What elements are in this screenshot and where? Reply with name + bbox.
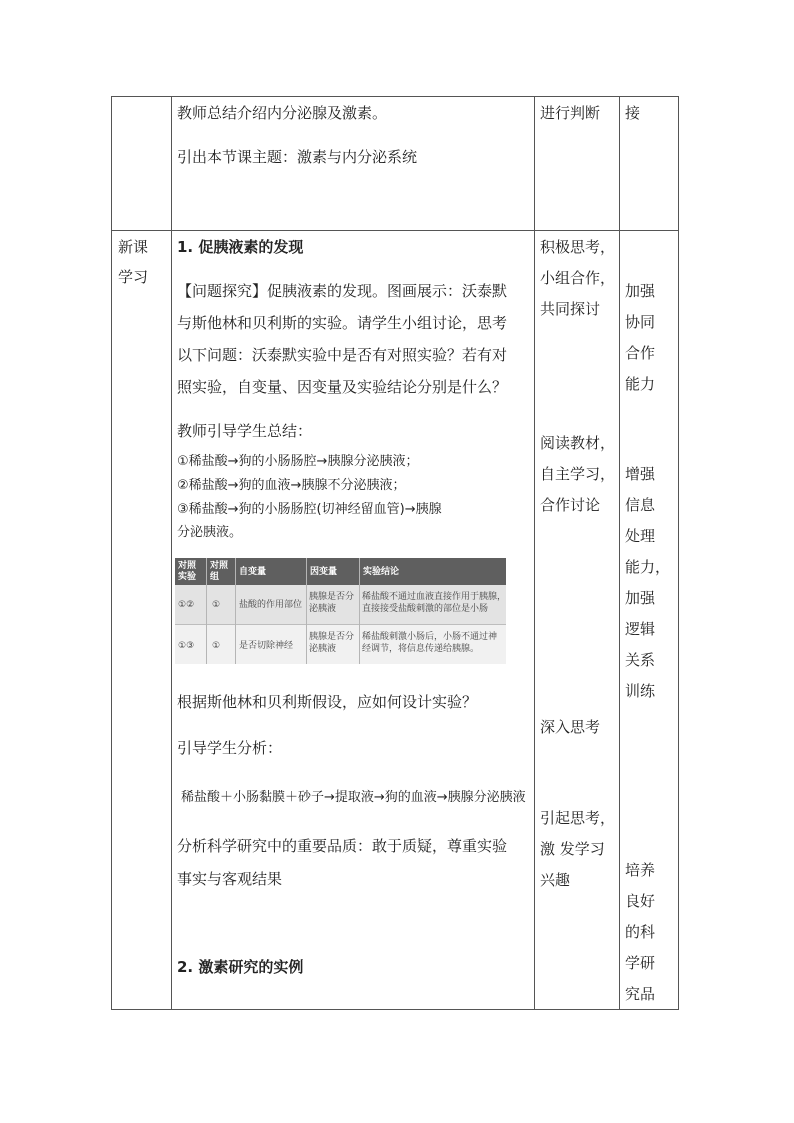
experiment-line: ②稀盐酸→狗的血液→胰腺不分泌胰液； xyxy=(177,478,406,493)
header-cell: 因变量 xyxy=(310,567,338,577)
column-divider xyxy=(619,97,620,1009)
quality-line: 分析科学研究中的重要品质：敢于质疑，尊重实验 xyxy=(177,837,508,855)
problem-paragraph-line: 以下问题：沃泰默实验中是否有对照实验？若有对 xyxy=(177,346,508,364)
table-cell: 经调节，将信息传递给胰腺。 xyxy=(362,644,480,654)
design-intent-line: 处理 xyxy=(625,527,656,545)
student-activity-line: 激 发学习 xyxy=(540,840,605,858)
table-cell: 稀盐酸刺激小肠后，小肠不通过神 xyxy=(362,632,498,642)
design-intent-line: 合作 xyxy=(625,344,656,362)
problem-paragraph-line: 照实验，自变量、因变量及实验结论分别是什么？ xyxy=(177,378,508,396)
table-cell: 是否切除神经 xyxy=(239,641,294,651)
column-divider xyxy=(171,97,172,1009)
table-cell: 胰腺是否分 xyxy=(309,632,355,642)
design-intent-line: 的科 xyxy=(625,923,656,941)
design-intent-line: 增强 xyxy=(625,465,656,483)
design-intent-line: 能力， xyxy=(625,558,671,576)
table-cell: 稀盐酸不通过血液直接作用于胰腺， xyxy=(362,592,507,602)
design-intent-line: 良好 xyxy=(625,892,656,910)
header-cell: 对照 xyxy=(210,561,229,571)
row1-content-line: 教师总结介绍内分泌腺及激素。 xyxy=(177,104,388,122)
student-activity-line: 引起思考， xyxy=(540,809,616,827)
student-activity-line: 自主学习， xyxy=(540,465,616,483)
column-divider xyxy=(206,558,207,664)
design-intent-line: 信息 xyxy=(625,496,656,514)
table-cell: ① xyxy=(212,600,221,610)
design-intent-line: 训练 xyxy=(625,682,656,700)
problem-paragraph-line: 【问题探究】促胰液素的发现。图画展示：沃泰默 xyxy=(177,282,508,300)
guide-analysis-label: 引导学生分析： xyxy=(177,739,283,757)
student-activity-line: 合作讨论 xyxy=(540,496,601,514)
table-cell: 泌胰液 xyxy=(309,604,337,614)
column-divider xyxy=(235,558,236,664)
table-cell: 盐酸的作用部位 xyxy=(239,600,303,610)
row1-student-activity: 进行判断 xyxy=(540,104,601,122)
table-cell: 直接接受盐酸刺激的部位是小肠 xyxy=(362,604,489,614)
table-cell: ① xyxy=(212,641,221,651)
table-cell: 泌胰液 xyxy=(309,644,337,654)
column-divider xyxy=(359,558,360,664)
column-divider xyxy=(306,558,307,664)
student-activity-line: 共同探讨 xyxy=(540,300,601,318)
row-divider xyxy=(175,624,506,625)
design-intent-line: 能力 xyxy=(625,375,656,393)
design-intent-line: 加强 xyxy=(625,589,656,607)
header-cell: 对照 xyxy=(178,561,197,571)
table-cell: ①② xyxy=(178,600,195,610)
design-intent-line: 培养 xyxy=(625,861,656,879)
stage-label: 新课 xyxy=(118,238,149,256)
experiment-line: 分泌胰液。 xyxy=(177,525,243,540)
table-cell: ①③ xyxy=(178,641,195,651)
stage-label: 学习 xyxy=(118,268,149,286)
header-cell: 自变量 xyxy=(239,567,267,577)
row1-content-line: 引出本节课主题：激素与内分泌系统 xyxy=(177,148,418,166)
student-activity-line: 深入思考 xyxy=(540,718,601,736)
header-cell: 实验 xyxy=(178,572,197,582)
header-cell: 组 xyxy=(210,572,220,582)
design-intent-line: 学研 xyxy=(625,954,656,972)
problem-paragraph-line: 与斯他林和贝利斯的实验。请学生小组讨论，思考 xyxy=(177,314,508,332)
experiment-line: ①稀盐酸→狗的小肠肠腔→胰腺分泌胰液； xyxy=(177,454,419,469)
design-intent-line: 逻辑 xyxy=(625,620,656,638)
quality-line: 事实与客观结果 xyxy=(177,870,283,888)
header-cell: 实验结论 xyxy=(363,567,400,577)
experiment-line: ③稀盐酸→狗的小肠肠腔(切神经留血管)→胰腺 xyxy=(177,502,442,517)
experiment-summary-table xyxy=(175,558,506,664)
design-intent-line: 协同 xyxy=(625,313,656,331)
column-divider xyxy=(534,97,535,1009)
student-activity-line: 积极思考， xyxy=(540,238,616,256)
design-intent-line: 究品 xyxy=(625,985,656,1003)
student-activity-line: 小组合作， xyxy=(540,269,616,287)
row1-design-intent: 接 xyxy=(625,104,641,122)
student-activity-line: 兴趣 xyxy=(540,871,571,889)
design-intent-line: 加强 xyxy=(625,282,656,300)
student-activity-line: 阅读教材， xyxy=(540,434,616,452)
experiment-design-flow: 稀盐酸＋小肠黏膜＋砂子→提取液→狗的血液→胰腺分泌胰液 xyxy=(181,790,526,805)
design-intent-line: 关系 xyxy=(625,651,656,669)
hypothesis-question: 根据斯他林和贝利斯假设，应如何设计实验？ xyxy=(177,693,478,711)
section-2-title: 2. 激素研究的实例 xyxy=(177,958,304,976)
row-divider xyxy=(112,230,678,231)
teacher-summary-label: 教师引导学生总结： xyxy=(177,422,313,440)
table-cell: 胰腺是否分 xyxy=(309,592,355,602)
section-1-title: 1. 促胰液素的发现 xyxy=(177,238,304,256)
